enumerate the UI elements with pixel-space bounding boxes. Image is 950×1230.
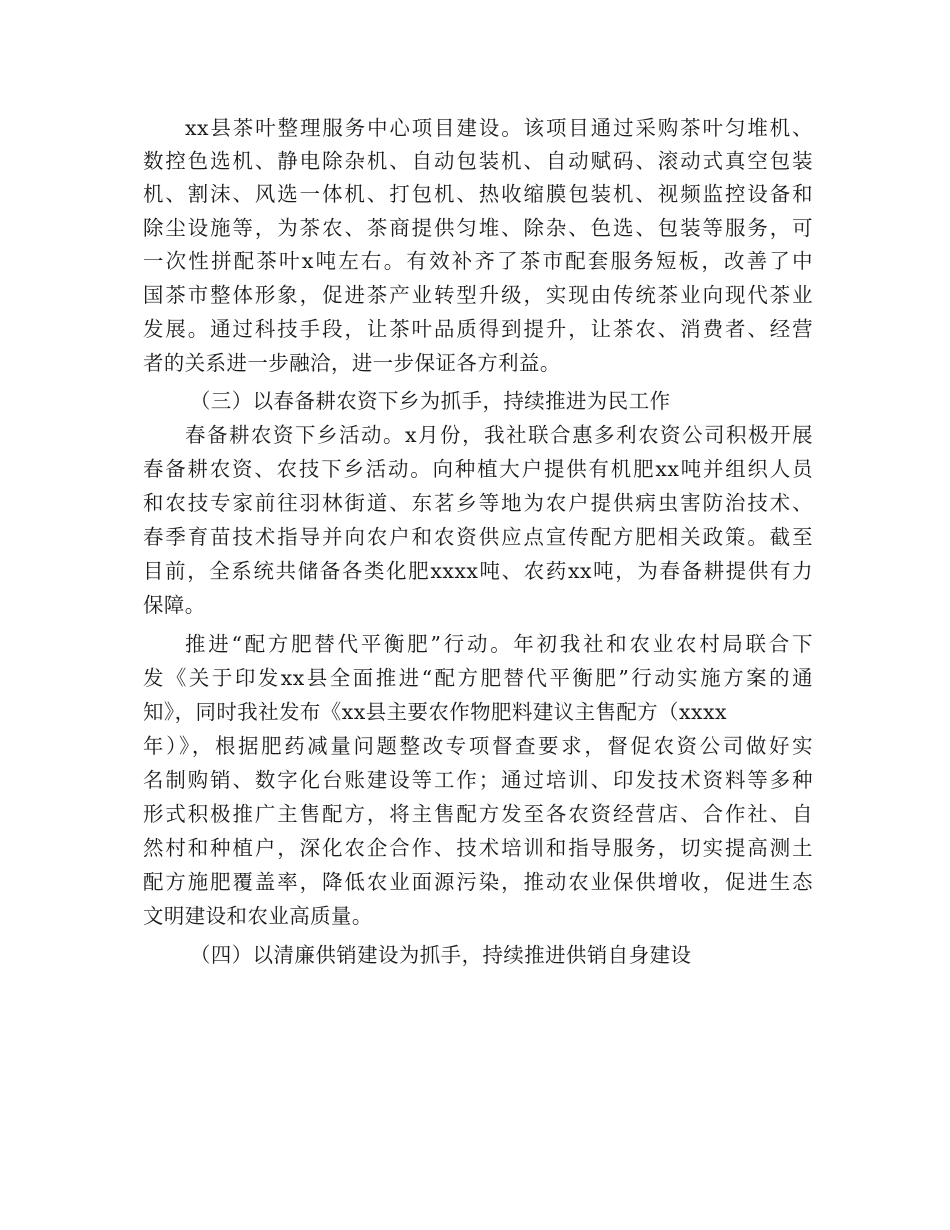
paragraph-line: 年）》，根据肥药减量问题整改专项督查要求，督促农资公司做好实 — [143, 734, 813, 758]
paragraph-line: 和农技专家前往羽林街道、东茗乡等地为农户提供病虫害防治技术、 — [143, 491, 813, 515]
paragraph-line: 名制购销、数字化台账建设等工作；通过培训、印发技术资料等多种 — [143, 768, 813, 792]
paragraph-line: 发展。通过科技手段，让茶叶品质得到提升，让茶农、消费者、经营 — [143, 317, 813, 341]
paragraph-line: 数控色选机、静电除杂机、自动包装机、自动赋码、滚动式真空包装 — [143, 149, 813, 173]
paragraph-line: 除尘设施等，为茶农、茶商提供匀堆、除杂、色选、包装等服务，可 — [143, 216, 813, 240]
paragraph-line: 文明建设和农业高质量。 — [143, 904, 373, 928]
paragraph-line: 春季育苗技术指导并向农户和农资供应点宣传配方肥相关政策。截至 — [143, 525, 813, 549]
paragraph-line: 形式积极推广主售配方，将主售配方发至各农资经营店、合作社、自 — [143, 802, 813, 826]
paragraph-line: 春备耕农资、农技下乡活动。向种植大户提供有机肥xx吨并组织人员 — [143, 457, 813, 481]
paragraph-line: xx县茶叶整理服务中心项目建设。该项目通过采购茶叶匀堆机、 — [185, 116, 813, 140]
paragraph-line: 保障。 — [143, 593, 206, 617]
paragraph-line: 然村和种植户，深化农企合作、技术培训和指导服务，切实提高测土 — [143, 836, 813, 860]
paragraph-line: 知》，同时我社发布《xx县主要农作物肥料建议主售配方（xxxx — [143, 700, 728, 724]
paragraph-line: 一次性拼配茶叶x吨左右。有效补齐了茶市配套服务短板，改善了中 — [143, 249, 813, 273]
paragraph-line: 目前，全系统共储备各类化肥xxxx吨、农药xx吨，为春备耕提供有力 — [143, 559, 813, 583]
paragraph-line: 者的关系进一步融洽，进一步保证各方利益。 — [143, 351, 561, 375]
section-heading: （三）以春备耕农资下乡为抓手，持续推进为民工作 — [190, 389, 671, 413]
paragraph-line: 发《关于印发xx县全面推进“配方肥替代平衡肥”行动实施方案的通 — [143, 666, 813, 690]
section-heading: （四）以清廉供销建设为抓手，持续推进供销自身建设 — [190, 943, 692, 967]
paragraph-line: 推进“配方肥替代平衡肥”行动。年初我社和农业农村局联合下 — [185, 632, 813, 656]
paragraph-line: 春备耕农资下乡活动。x月份，我社联合惠多利农资公司积极开展 — [185, 423, 813, 447]
paragraph-line: 国茶市整体形象，促进茶产业转型升级，实现由传统茶业向现代茶业 — [143, 283, 813, 307]
paragraph-line: 配方施肥覆盖率，降低农业面源污染，推动农业保供增收，促进生态 — [143, 870, 813, 894]
paragraph-line: 机、割沫、风选一体机、打包机、热收缩膜包装机、视频监控设备和 — [143, 182, 813, 206]
